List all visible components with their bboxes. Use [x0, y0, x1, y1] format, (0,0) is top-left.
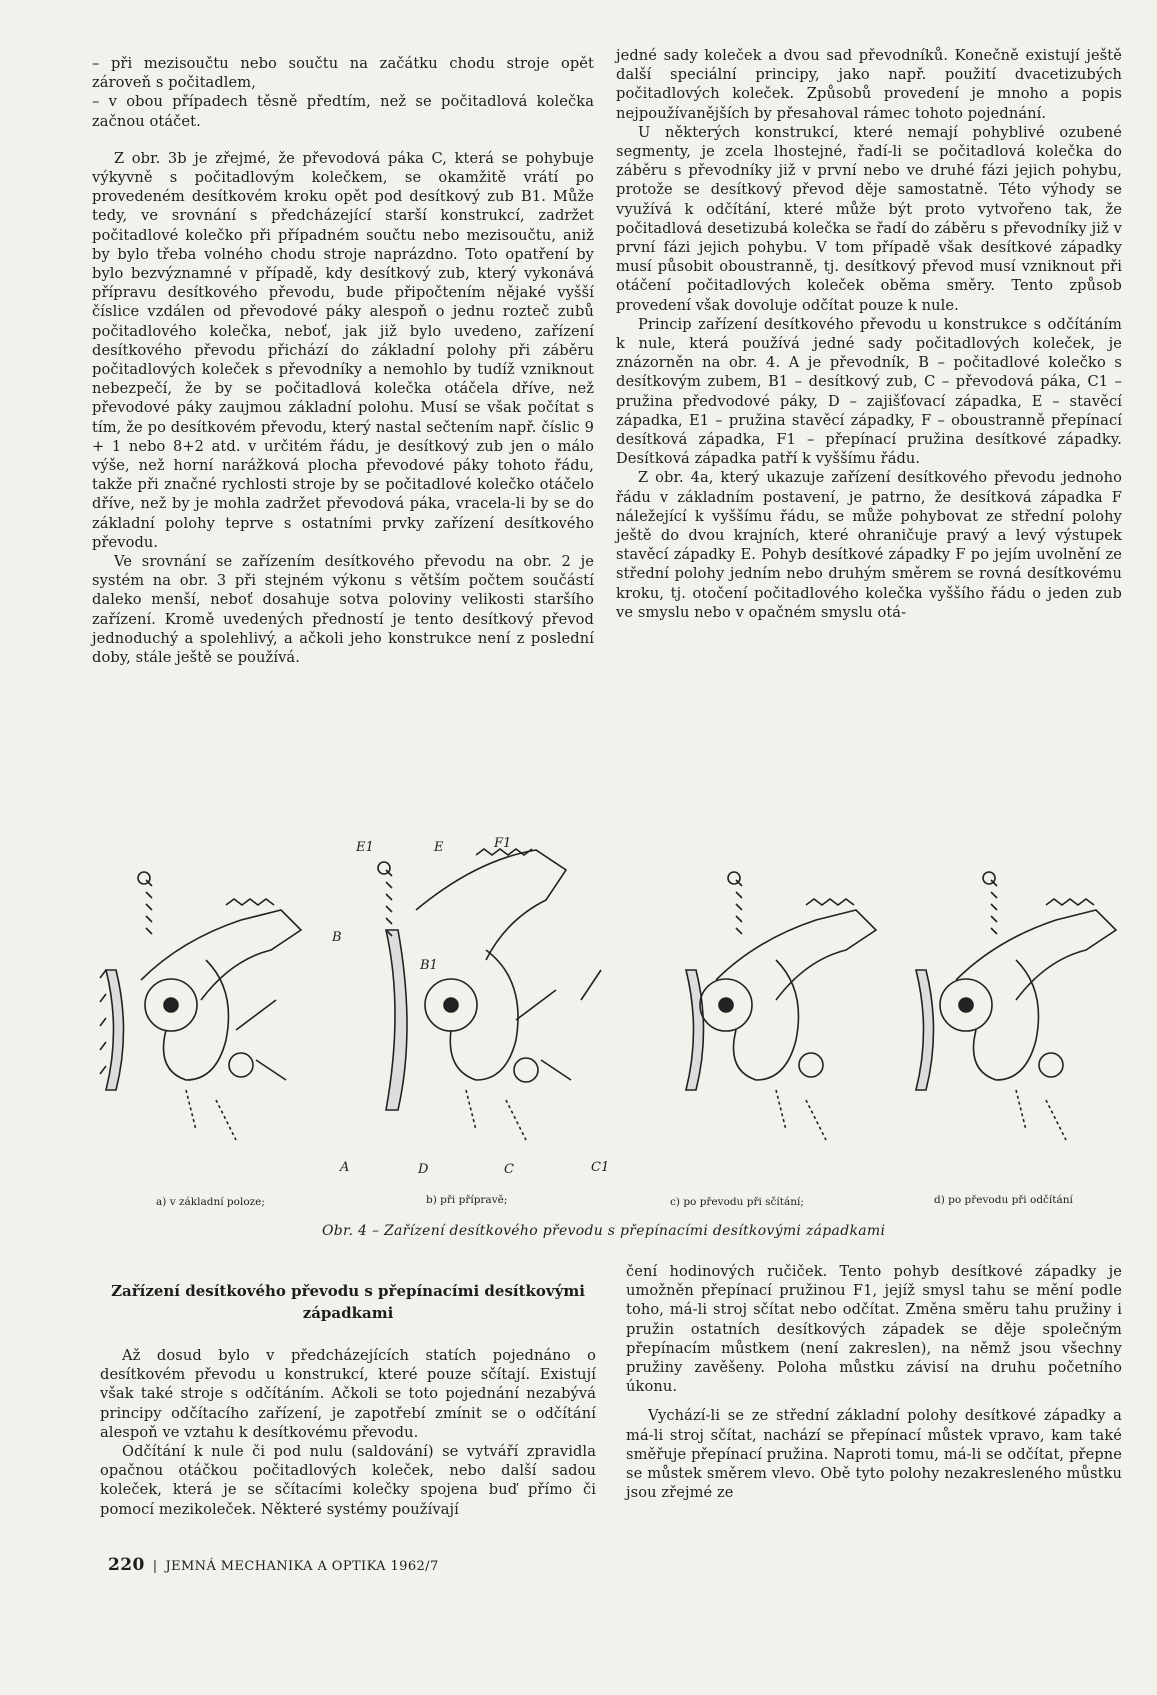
label-c: C	[504, 1162, 514, 1177]
figure-caption: Obr. 4 – Zařízení desítkového převodu s přepínacími desítkovými západkami	[322, 1223, 886, 1239]
paragraph: U některých konstrukcí, které nemají pohyblivé ozubené segmenty, je zcela lhostejné, řadí-li se počitadlová kolečka do záběru s převodníky již v první nebo ve druhé fázi jejich pohybu, protože se desítkový převod děje samostatně. Této výhody se využívá k odčítání, které může být proto vytvořeno tak, že počitadlová desetizubá kolečka se řadí do záběru s převodníky již v první fázi jejich pohybu. V tom případě však desítkové západky musí působit oboustranně, tj. desítkový převod musí vzniknout při otáčení počitadlových koleček oběma směry. Tento způsob provedení však dovoluje odčítat pouze k nule.	[616, 123, 1122, 314]
left-column-bottom	[100, 1346, 596, 1519]
caption-d: d) po převodu při odčítání	[934, 1194, 1073, 1206]
paragraph: Princip zařízení desítkového převodu u konstrukce s odčítáním k nule, která používá jedné sady počitadlových koleček, je znázorněn na obr. 4. A je převodník, B – počitadlové kolečko s desítkovým zubem, B1 – desítkový zub, C – převodová páka, C1 – pružina předvodové páky, D – zajišťovací západka, E – stavěcí západka, E1 – pružina stavěcí západky, F – oboustranně přepínací desítková západka, F1 – přepínací pružina desítkové západky. Desítková západka patří k vyššímu řádu.	[616, 315, 1122, 468]
left-column-top	[92, 54, 594, 667]
label-b: B	[332, 930, 342, 945]
paragraph: Z obr. 3b je zřejmé, že převodová páka C, která se pohybuje výkyvně s počitadlovým kolečkem, se okamžitě vrátí po provedeném desítkovém kroku opět pod desítkový zub B1. Může tedy, ve srovnání s předcházející starší konstrukcí, zadržet počitadlové kolečko při případném součtu nebo mezisoučtu, aniž by bylo třeba volného chodu stroje naprázdno. Toto opatření by bylo bezvýznamné v případě, kdy desítkový zub, který vykonává přípravu desítkového převodu, bude připočtením nějaké vyšší číslice vzdálen od převodové páky alespoň o jednu rozteč zubů počitadlového kolečka, neboť, jak již bylo uvedeno, zařízení desítkového převodu přichází do základní polohy při záběru počitadlových koleček s převodníky a nemohlo by tudíž vzniknout nebezpečí, že by se počitadlová kolečka otáčela dříve, než převodové páky zaujmou základní polohu. Musí se však počítat s tím, že po desítkovém převodu, který nastal sečtením např. číslic 9 + 1 nebo 8+2 atd. v určitém řádu, je desítkový zub jen o málo výše, než horní narážková plocha převodové páky tohoto řádu, takže při značné rychlosti stroje by se počitadlové kolečko otáčelo dříve, než by je mohla zadržet převodová páka, vracela-li by se do základní polohy teprve s ostatními prvky zařízení desítkového převodu.	[92, 149, 594, 551]
paragraph: jedné sady koleček a dvou sad převodníků. Konečně existují ještě další speciální principy, jako např. použití dvacetizubých počitadlových koleček. Způsobů provedení je mnoho a popis nejpoužívanějších by přesahoval rámec tohoto pojednání.	[616, 47, 1122, 122]
label-e1: E1	[356, 840, 374, 855]
page-number: 220	[108, 1555, 145, 1575]
label-d: D	[418, 1162, 429, 1177]
label-b1: B1	[420, 958, 438, 973]
panel-a-drawing	[100, 872, 301, 1140]
list-item	[92, 92, 594, 130]
caption-b: b) při přípravě;	[426, 1194, 508, 1206]
page-footer	[108, 1555, 439, 1575]
caption-a: a) v základní poloze;	[156, 1196, 265, 1208]
panel-c-drawing	[686, 872, 876, 1140]
right-column-top	[616, 46, 1122, 622]
list-item	[92, 54, 594, 92]
label-a: A	[340, 1160, 350, 1175]
paragraph: Až dosud bylo v předcházejících statích pojednáno o desítkovém převodu u konstrukcí, které pouze sčítají. Existují však také stroje s odčítáním. Ačkoli se toto pojednání nezabývá principy odčítacího zařízení, je zapotřebí zmínit se o odčítání alespoň ve vztahu k desítkovému převodu.	[100, 1347, 596, 1441]
panel-b-drawing	[378, 849, 601, 1140]
paragraph: Ve srovnání se zařízením desítkového převodu na obr. 2 je systém na obr. 3 při stejném výkonu s větším počtem součástí daleko menší, neboť dosahuje sotva poloviny velikosti staršího zařízení. Kromě uvedených předností je tento desítkový převod jednoduchý a spolehlivý, a ačkoli jeho konstrukce není z poslední doby, stále ještě se používá.	[92, 553, 594, 667]
label-e: E	[434, 840, 444, 855]
list-item-text: – v obou případech těsně předtím, než se počitadlová kolečka začnou otáčet.	[92, 93, 594, 130]
mechanism-drawing	[86, 830, 1146, 1210]
paragraph: čení hodinových ručiček. Tento pohyb desítkové západky je umožněn přepínací pružinou F1, jejíž smysl tahu se mění podle toho, má-li stroj sčítat nebo odčítat. Změna směru tahu pružiny i pružin ostatních desítkových západek se děje společným přepínacím můstkem (není zakreslen), na němž jsou všechny pružiny zavěšeny. Poloha můstku závisí na druhu početního úkonu.	[626, 1263, 1122, 1396]
label-c1: C1	[591, 1160, 610, 1175]
list-item-text: – při mezisoučtu nebo součtu na začátku chodu stroje opět zároveň s počitadlem,	[92, 55, 594, 92]
panel-d-drawing	[916, 872, 1116, 1140]
paragraph: Vychází-li se ze střední základní polohy desítkové západky a má-li stroj sčítat, nachází se přepínací můstek vpravo, kam také směřuje přepínací pružina. Naproti tomu, má-li se odčítat, přepne se můstek směrem vlevo. Obě tyto polohy nezakresleného můstku jsou zřejmé ze	[626, 1407, 1122, 1502]
section-heading: Zařízení desítkového převodu s přepínacími desítkovými západkami	[111, 1282, 585, 1322]
paragraph: Z obr. 4a, který ukazuje zařízení desítkového převodu jednoho řádu v základním postavení, je patrno, že desítková západka F náležející k vyššímu řádu, se může pohybovat ze střední polohy ještě do dvou krajních, které ohraničuje pravý a levý výstupek stavěcí západky E. Pohyb desítkové západky F po jejím uvolnění ze střední polohy jedním nebo druhým směrem se rovná desítkovému kroku, tj. otočení počitadlového kolečka vyššího řádu o jeden zub ve smyslu nebo v opačném smyslu otá-	[616, 469, 1122, 621]
caption-c: c) po převodu při sčítání;	[670, 1196, 804, 1208]
label-f1: F1	[494, 836, 512, 851]
paragraph: Odčítání k nule či pod nulu (saldování) se vytváří zpravidla opačnou otáčkou počitadlových koleček, nebo další sadou koleček, která je se sčítacími kolečky spojena buď přímo či pomocí mezikoleček. Některé systémy používají	[100, 1443, 596, 1518]
right-column-bottom	[626, 1262, 1122, 1502]
figure-4	[86, 830, 1146, 1210]
footer-divider: |	[152, 1559, 158, 1574]
journal-title: JEMNÁ MECHANIKA A OPTIKA 1962/7	[165, 1559, 439, 1574]
